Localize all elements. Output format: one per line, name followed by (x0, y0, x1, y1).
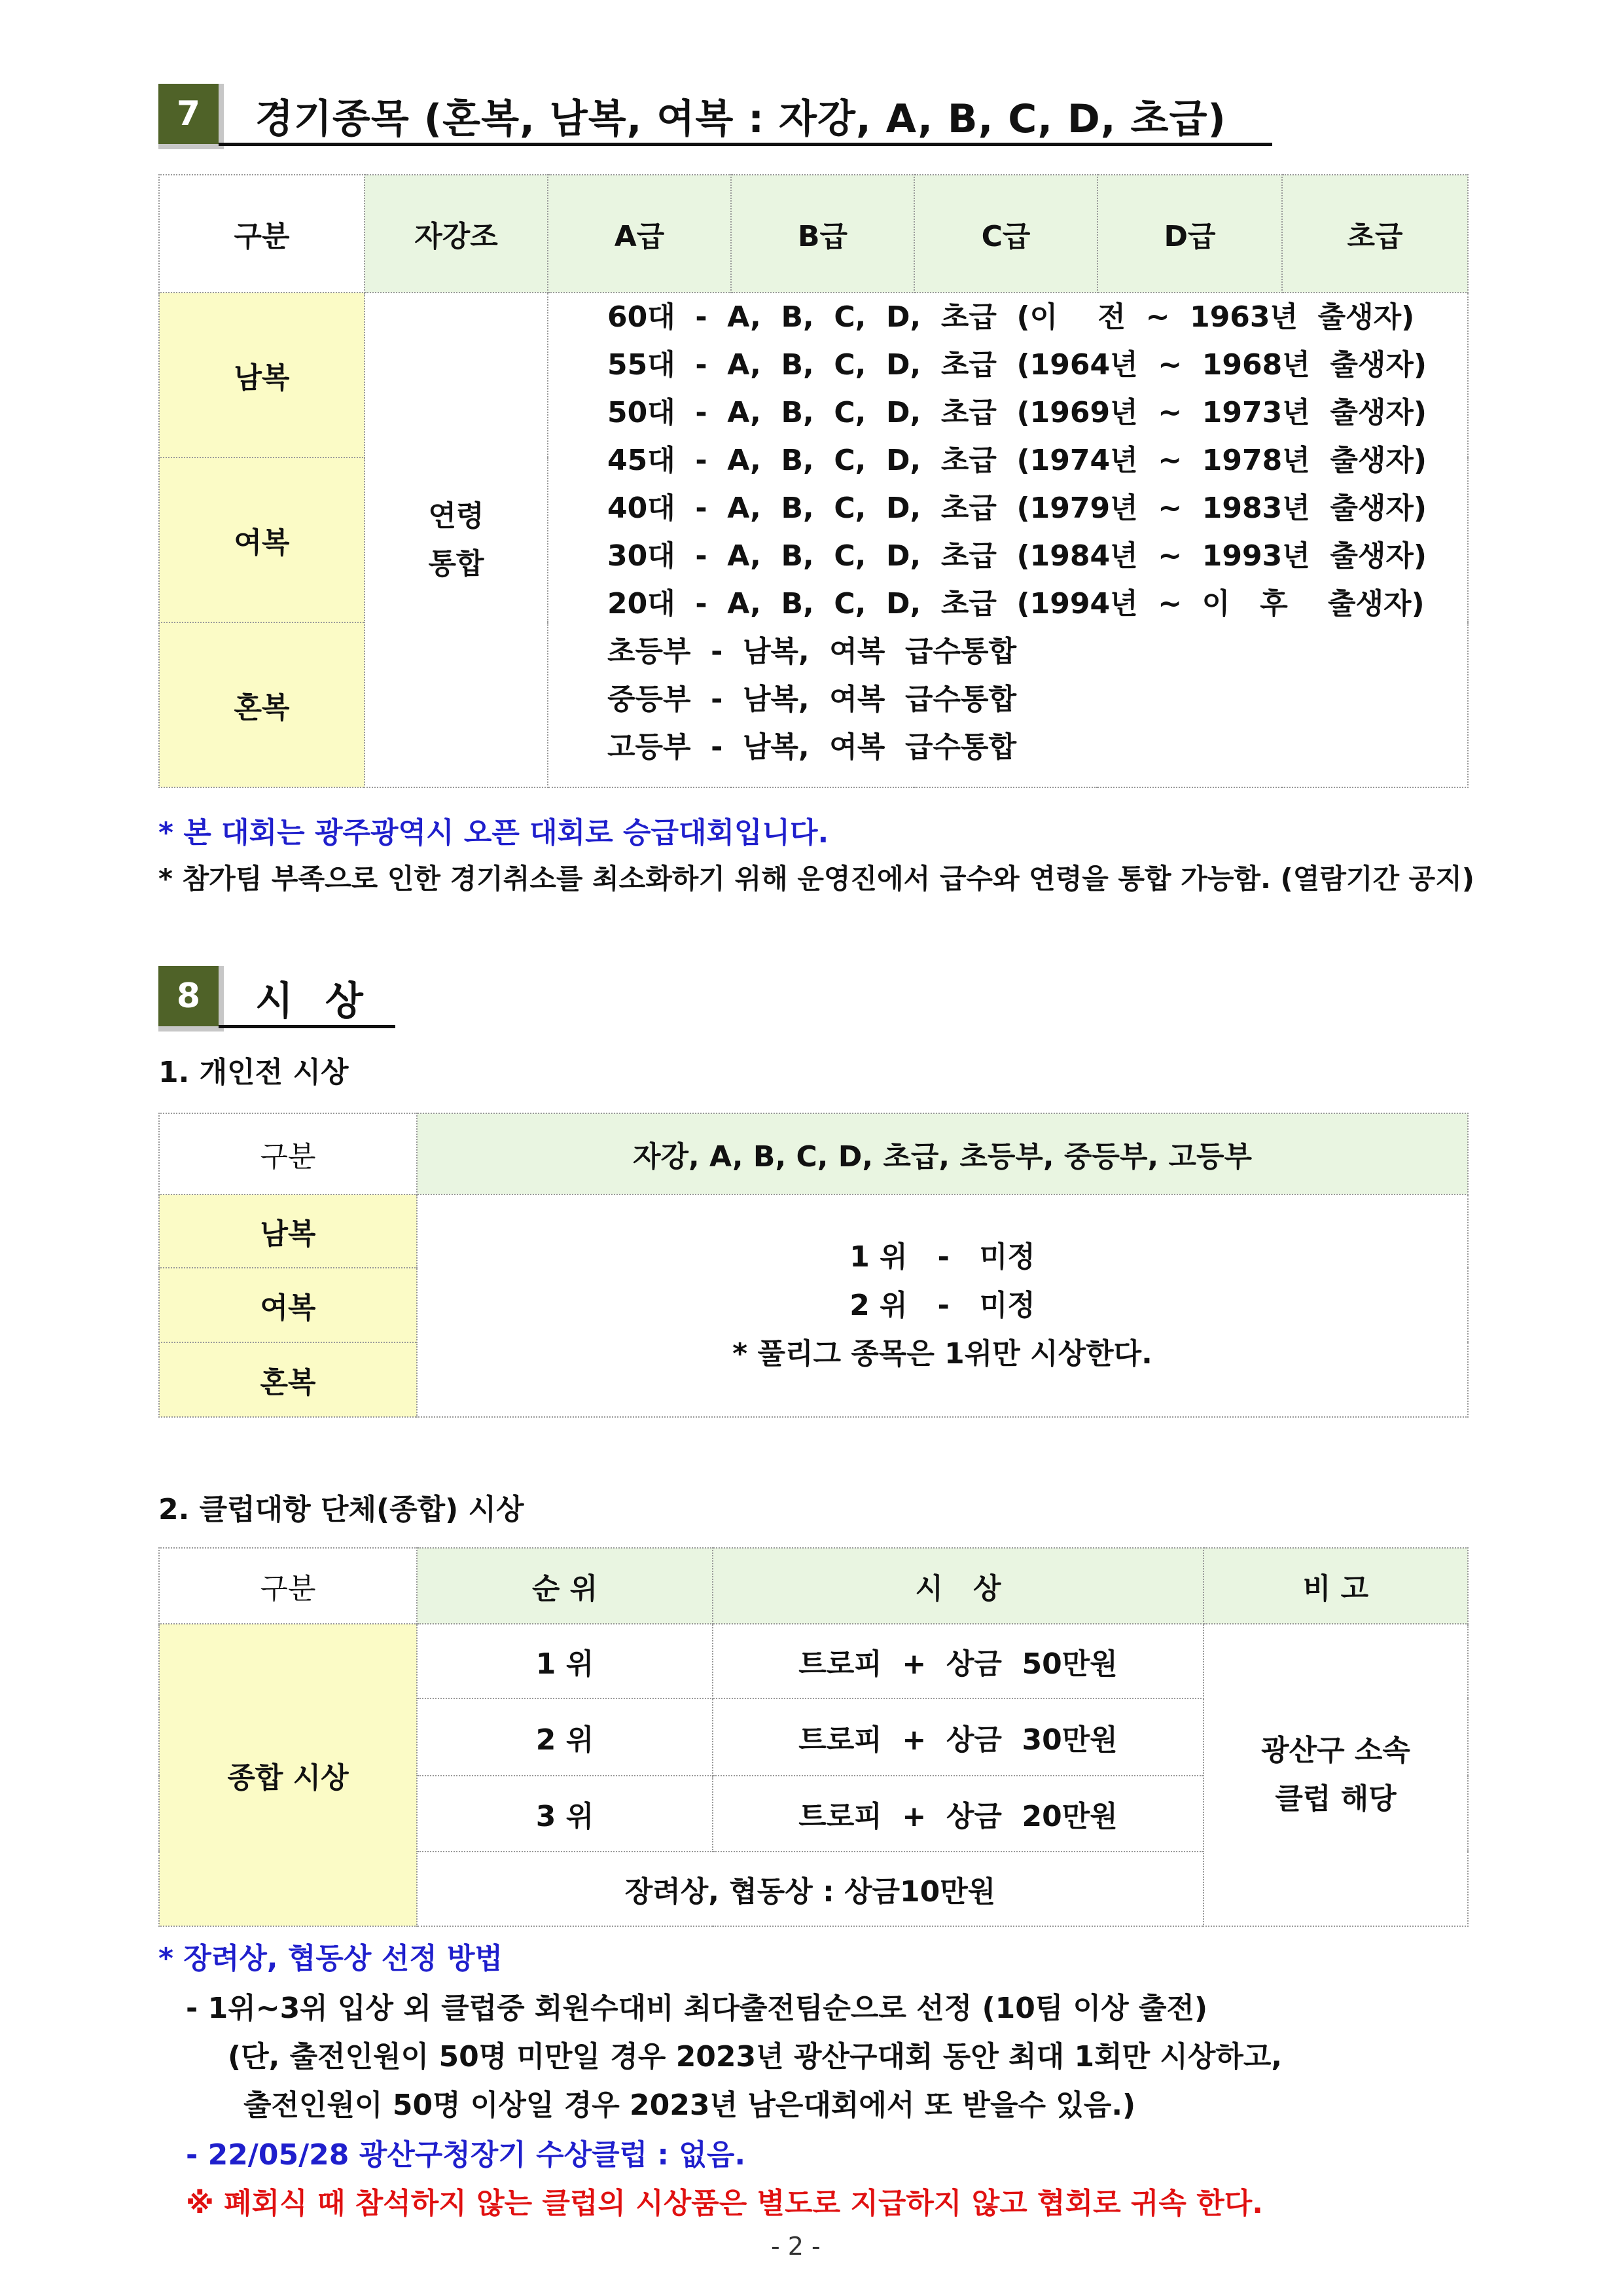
individual-prize-cell (417, 1194, 1468, 1417)
age-line: 초등부 - 남복, 여복 급수통합 (607, 635, 1017, 668)
header-cell: 구분 (159, 175, 365, 293)
header-cell: A급 (548, 175, 731, 293)
table-row (159, 1624, 1468, 1698)
category-cell: 혼복 (159, 1342, 417, 1417)
age-lines (548, 293, 1467, 771)
prize-line: 1 위 - 미정 (849, 1240, 1035, 1274)
age-line: 45대 - A, B, C, D, 초급 (1974년 ~ 1978년 출생자) (607, 444, 1427, 477)
header-cell: 구분 (159, 1548, 417, 1624)
selection-note-line: (단, 출전인원이 50명 미만일 경우 2023년 광산구대회 동안 최대 1회만 시상하고, (228, 2040, 1283, 2073)
table-row (159, 1194, 1468, 1268)
section-number: 8 (158, 966, 219, 1026)
age-lines-cell (548, 293, 1468, 787)
age-group-line: 연령 (428, 499, 484, 533)
table-row (159, 293, 1468, 457)
age-group-cell (365, 293, 548, 787)
header-cell: 순 위 (417, 1548, 713, 1624)
section-title: 시 상 (255, 978, 372, 1024)
header-cell: 구분 (159, 1113, 417, 1194)
category-cell: 여복 (159, 1268, 417, 1342)
prize-line: 2 위 - 미정 (849, 1289, 1035, 1322)
category-cell: 혼복 (159, 622, 365, 787)
remark-cell (1204, 1624, 1468, 1926)
prize-line: * 풀리그 종목은 1위만 시상한다. (732, 1337, 1152, 1371)
event-table-header-row (159, 175, 1468, 293)
age-line: 50대 - A, B, C, D, 초급 (1969년 ~ 1973년 출생자) (607, 396, 1427, 429)
age-line: 60대 - A, B, C, D, 초급 (이 전 ~ 1963년 출생자) (607, 300, 1415, 334)
prize-cell: 트로피 + 상금 30만원 (713, 1698, 1204, 1776)
section-title: 경기종목 (혼복, 남복, 여복 : 자강, A, B, C, D, 초급) (255, 96, 1226, 142)
header-cell: 자강, A, B, C, D, 초급, 초등부, 중등부, 고등부 (417, 1113, 1468, 1194)
header-cell: 시 상 (713, 1548, 1204, 1624)
section-underline (219, 1025, 395, 1028)
event-table (158, 174, 1469, 788)
header-cell: B급 (731, 175, 914, 293)
category-cell: 여복 (159, 457, 365, 622)
age-line: 30대 - A, B, C, D, 초급 (1984년 ~ 1993년 출생자) (607, 539, 1427, 573)
club-header-row (159, 1548, 1468, 1624)
age-line: 중등부 - 남복, 여복 급수통합 (607, 683, 1017, 716)
page-number: - 2 - (771, 2232, 821, 2261)
header-cell: C급 (914, 175, 1097, 293)
remark-line: 클럽 해당 (1275, 1782, 1397, 1816)
category-cell: 남복 (159, 1194, 417, 1268)
prize-cell: 트로피 + 상금 50만원 (713, 1624, 1204, 1698)
selection-note-line: 출전인원이 50명 이상일 경우 2023년 남은대회에서 또 받을수 있음.) (243, 2089, 1136, 2122)
rank-cell: 3 위 (417, 1776, 713, 1852)
rank-cell: 2 위 (417, 1698, 713, 1776)
individual-awards-table (158, 1113, 1469, 1418)
club-awards-table (158, 1547, 1469, 1927)
selection-note-line: - 1위~3위 입상 외 클럽중 회원수대비 최다출전팀순으로 선정 (10팀 이상 출전) (186, 1992, 1208, 2025)
section-7-header (158, 84, 1271, 144)
selection-method-title: * 장려상, 협동상 선정 방법 (158, 1942, 503, 1975)
extra-prize-cell: 장려상, 협동상 : 상금10만원 (417, 1852, 1204, 1926)
section-8-header (158, 966, 551, 1026)
note-promotion: * 본 대회는 광주광역시 오픈 대회로 승급대회입니다. (158, 816, 829, 850)
age-line: 40대 - A, B, C, D, 초급 (1979년 ~ 1983년 출생자) (607, 492, 1427, 525)
age-line: 20대 - A, B, C, D, 초급 (1994년 ~ 이 후 출생자) (607, 587, 1425, 620)
header-cell: D급 (1097, 175, 1282, 293)
category-cell: 남복 (159, 293, 365, 457)
header-cell: 초급 (1282, 175, 1468, 293)
closing-ceremony-warning: ※ 폐회식 때 참석하지 않는 클럽의 시상품은 별도로 지급하지 않고 협회로 귀속 한다. (186, 2187, 1263, 2220)
age-line: 고등부 - 남복, 여복 급수통합 (607, 730, 1017, 764)
individual-awards-heading: 1. 개인전 시상 (158, 1056, 349, 1089)
prize-cell: 트로피 + 상금 20만원 (713, 1776, 1204, 1852)
remark-line: 광산구 소속 (1261, 1734, 1410, 1767)
age-line: 55대 - A, B, C, D, 초급 (1964년 ~ 1968년 출생자) (607, 348, 1427, 382)
individual-header-row (159, 1113, 1468, 1194)
header-cell: 자강조 (365, 175, 548, 293)
age-group-line: 통합 (428, 547, 484, 581)
selection-note-line: - 22/05/28 광산구청장기 수상클럽 : 없음. (186, 2138, 746, 2172)
rank-cell: 1 위 (417, 1624, 713, 1698)
note-merge: * 참가팀 부족으로 인한 경기취소를 최소화하기 위해 운영진에서 급수와 연령을 통합 가능함. (열람기간 공지) (158, 863, 1474, 895)
category-cell: 종합 시상 (159, 1624, 417, 1926)
club-awards-heading: 2. 클럽대항 단체(종합) 시상 (158, 1493, 524, 1526)
section-underline (219, 143, 1272, 146)
header-cell: 비 고 (1204, 1548, 1468, 1624)
section-number: 7 (158, 84, 219, 144)
